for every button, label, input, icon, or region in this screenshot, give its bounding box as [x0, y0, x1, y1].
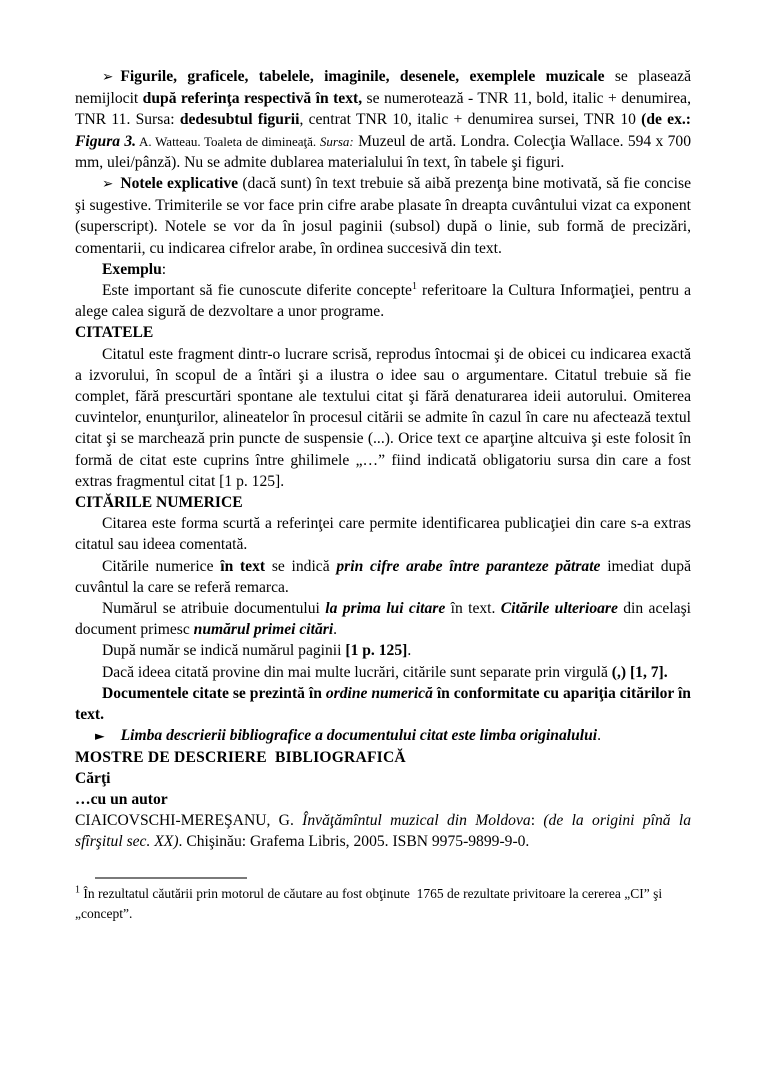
footnote-separator-rule — [95, 877, 247, 879]
arrow-bullet-icon: ➢ — [102, 69, 114, 85]
paragraph-multiple-works — [75, 662, 691, 683]
text-run: : — [530, 812, 544, 830]
text-run: se plasează nemijlocit — [75, 68, 691, 108]
text-run: Documentele citate se prezintă în — [102, 684, 326, 702]
text-run: Dacă ideea citată provine din mai multe lucrări, citările sunt separate prin virgulă — [102, 663, 612, 681]
text-run: Limba descrierii bibliografice a documentului citat este limba originalului — [120, 727, 598, 745]
footnote-reference: 1 — [411, 280, 417, 292]
text-run: CIAICOVSCHI-MEREŞANU, G. — [75, 812, 303, 830]
text-run: Citarea este forma scurtă a referinţei care permite identificarea publicaţiei din care s-a extras citatul sau ideea comentată. — [75, 515, 691, 554]
text-run: : — [161, 260, 167, 278]
paragraph-book-citation — [75, 810, 691, 852]
paragraph-example-label — [75, 259, 691, 280]
paragraph-page-number — [75, 640, 691, 661]
subsection-heading-carti: Cărţi — [75, 769, 111, 787]
paragraph-numeric-order — [75, 683, 691, 725]
paragraph-figures — [75, 66, 691, 173]
paragraph-number-assignment — [75, 598, 691, 640]
text-run: După număr se indică numărul paginii — [102, 642, 346, 660]
text-run: referitoare la Cultura Informaţiei, pentru a alege calea sigură de dezvoltare a unor programe. — [75, 282, 692, 321]
text-run: Exemplu — [102, 260, 162, 278]
text-run: numărul primei citări — [193, 621, 334, 639]
text-run: A. Watteau. Toaleta de dimineaţă. — [136, 133, 320, 149]
text-run: (dacă sunt) în text trebuie să aibă prezenţa bine motivată, să fie concise şi sugestive. Trimiterile se vor face prin cifre arabe plasate în dreapta cuvântului vizat ca exponent (superscript). Notele se vor da în josul paginii (subsol) după o linie, sub formă de precizări, comentarii, cu indicarea cifrelor arabe, în ordinea succesivă din text. — [75, 175, 691, 257]
text-run: În rezultatul căutării prin motorul de căutare au fost obţinute 1765 de rezultate privitoare la cererea „CI” şi „concept”. — [75, 885, 666, 922]
text-run: [1 p. 125] — [345, 642, 408, 660]
section-heading-mostre: MOSTRE DE DESCRIERE BIBLIOGRAFICĂ — [75, 748, 406, 766]
paragraph-example-text — [75, 280, 691, 322]
paragraph-citation-definition — [75, 513, 691, 555]
text-run: Sursa: — [319, 133, 354, 149]
text-run: ordine numerică — [325, 684, 433, 702]
text-run: se numerotează - TNR 11, bold, italic + denumirea, TNR 11. Sursa: — [75, 90, 691, 129]
paragraph-explanatory-notes — [75, 173, 691, 259]
text-run: la prima lui citare — [325, 600, 446, 618]
text-run: Citările ulterioare — [500, 600, 618, 618]
text-run: Muzeul de artă. Londra. Colecţia Wallace. 594 x 700 mm, ulei/pânză). Nu se admite dublarea materialului în text, în tabele şi figuri. — [75, 132, 692, 171]
text-run: Figurile, graficele, tabelele, imaginile, desenele, exemplele muzicale — [120, 68, 605, 85]
arrow-bullet-icon: ➢ — [102, 176, 114, 193]
paragraph-numeric-citations — [75, 556, 691, 598]
text-run: (de ex.: — [641, 111, 691, 129]
text-run: prin cifre arabe între paranteze pătrate — [336, 557, 601, 575]
text-run: Citatul este fragment dintr-o lucrare scrisă, reprodus întocmai şi de obicei cu indicarea exactă a izvorului, în scopul de a întări şi a ilustra o idee sau o argumentare. Citatul trebuie să fie complet, fără prescurtări spontane ale textului citat şi fără denaturarea ideii autorului. Omiterea cuvintelor, enunţurilor, alineatelor în procesul citării se admite în cazul în care nu afectează textul citat şi se marchează prin puncte de suspensie (...). Orice text ce aparţine altcuiva şi este folosit în formă de citat este cuprins între ghilimele „…” fiind indicată obligatoriu sursa din care a fost extras fragmentul citat [1 p. 125]. — [75, 345, 691, 490]
text-run: . — [597, 727, 602, 745]
text-run: din acelaşi document primesc — [75, 600, 691, 639]
section-heading-citarile-numerice: CITĂRILE NUMERICE — [75, 494, 243, 512]
text-run: în text. — [445, 600, 501, 618]
text-run: se indică — [265, 557, 337, 575]
text-run: (de la origini pînă la sfîrşitul sec. XX) — [75, 812, 691, 851]
text-run: Învăţămîntul muzical din Moldova — [302, 812, 531, 830]
subsection-heading-one-author: …cu un autor — [75, 790, 168, 808]
text-run: imediat după cuvântul la care se referă remarca. — [75, 557, 692, 596]
triangle-bullet-icon: ► — [95, 728, 105, 744]
text-run: Notele explicative — [120, 175, 239, 193]
footnote-text — [75, 884, 691, 925]
text-run: în text — [220, 557, 266, 575]
paragraph-quote-definition — [75, 344, 691, 492]
text-run: . Chişinău: Grafema Libris, 2005. ISBN 9975-9899-9-0. — [178, 833, 530, 851]
text-run: Numărul se atribuie documentului — [102, 600, 326, 618]
footnote-marker: 1 — [75, 884, 80, 896]
text-run: . — [333, 621, 338, 639]
text-run: Este important să fie cunoscute diferite concepte — [102, 282, 412, 300]
text-run: (,) [1, 7]. — [611, 663, 668, 681]
text-run: Figura 3. — [75, 132, 137, 150]
text-run: în conformitate cu apariţia citărilor în text. — [75, 684, 691, 724]
text-run: după referinţa respectivă în text, — [142, 90, 363, 108]
text-run: , centrat TNR 10, italic + denumirea sursei, TNR 10 — [299, 111, 642, 129]
text-run: . — [407, 642, 412, 660]
paragraph-original-language — [75, 725, 691, 746]
text-run: dedesubtul figurii — [179, 111, 300, 129]
section-heading-citatele: CITATELE — [75, 324, 154, 342]
text-run: Citările numerice — [102, 557, 221, 575]
